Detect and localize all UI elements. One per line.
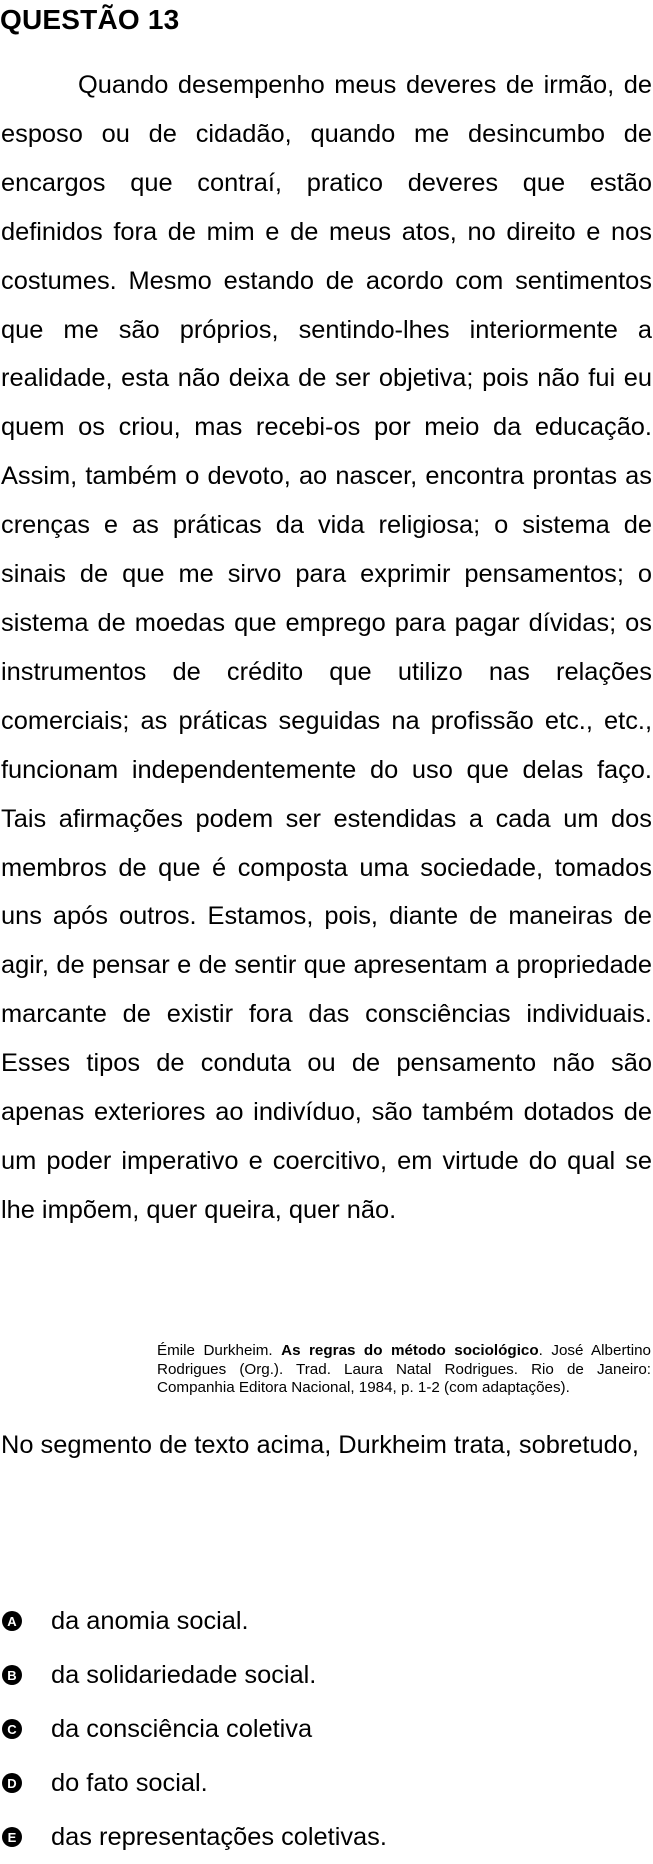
answer-options	[0, 1594, 653, 1864]
citation-book-title: As regras do método sociológico	[281, 1342, 539, 1359]
option-e-text: das representações coletivas.	[51, 1822, 387, 1851]
option-d-text: do fato social.	[51, 1768, 208, 1797]
option-d[interactable]	[0, 1756, 653, 1810]
passage-text: Quando desempenho meus deveres de irmão, de esposo ou de cidadão, quando me desincumbo de encargos que contraí, pratico deveres que estão definidos fora de mim e de meus atos, no direito e nos costumes. Mesmo estando de acordo com sentimentos que me são próprios, sentindo-lhes interiormente a realidade, esta não deixa de ser objetiva; pois não fui eu quem os criou, mas recebi-os por meio da educação. Assim, também o devoto, ao nascer, encontra prontas as crenças e as práticas da vida religiosa; o sistema de sinais de que me sirvo para exprimir pensamentos; o sistema de moedas que emprego para pagar dívidas; os instrumentos de crédito que utilizo nas relações comerciais; as práticas seguidas na profissão etc., etc., funcionam independentemente do uso que delas faço. Tais afirmações podem ser estendidas a cada um dos membros de que é composta uma sociedade, tomados uns após outros. Estamos, pois, diante de maneiras de agir, de pensar e de sentir que apresentam a propriedade marcante de existir fora das consciências individuais. Esses tipos de conduta ou de pensamento não são apenas exteriores ao indivíduo, são também dotados de um poder imperativo e coercitivo, em virtude do qual se lhe impõem, quer queira, quer não.	[1, 71, 652, 1224]
option-b[interactable]	[0, 1648, 653, 1702]
option-a-text: da anomia social.	[51, 1606, 249, 1635]
citation-details: . José Albertino Rodrigues (Org.). Trad. Laura Natal Rodrigues. Rio de Janeiro: Companhia Editora Nacional, 1984, p. 1-2 (com adaptações).	[157, 1342, 651, 1396]
option-e[interactable]	[0, 1810, 653, 1864]
option-c[interactable]	[0, 1702, 653, 1756]
option-b-letter-badge: B	[2, 1665, 22, 1685]
option-c-text: da consciência coletiva	[51, 1714, 313, 1743]
citation-author: Émile Durkheim.	[157, 1342, 273, 1359]
option-c-letter-badge: C	[2, 1719, 22, 1739]
question-prompt: No segmento de texto acima, Durkheim trata, sobretudo,	[1, 1431, 639, 1459]
question-title: QUESTÃO 13	[0, 4, 180, 35]
source-citation	[157, 1342, 651, 1398]
option-d-letter-badge: D	[2, 1773, 22, 1793]
option-e-letter-badge: E	[2, 1827, 22, 1847]
option-b-text: da solidariedade social.	[51, 1660, 317, 1689]
option-a[interactable]	[0, 1594, 653, 1648]
option-a-letter-badge: A	[2, 1611, 22, 1631]
